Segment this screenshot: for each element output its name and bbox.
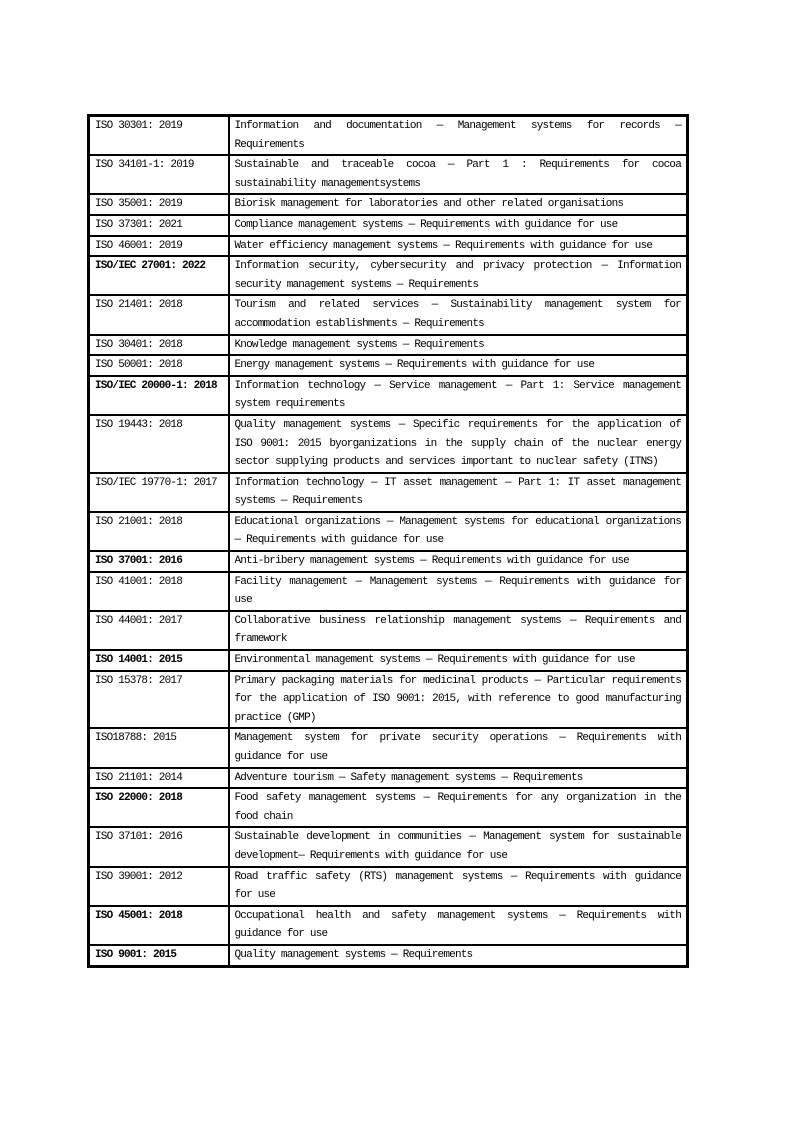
standard-code: ISO 37301: 2021 xyxy=(89,215,229,236)
standard-code: ISO 37101: 2016 xyxy=(89,827,229,866)
standard-description: Knowledge management systems — Requirements xyxy=(229,335,688,356)
standard-description: Quality management systems — Requirements xyxy=(229,945,688,966)
standard-code: ISO 21001: 2018 xyxy=(89,512,229,551)
table-row xyxy=(89,768,688,789)
standard-code: ISO 41001: 2018 xyxy=(89,572,229,611)
standard-code: ISO 30401: 2018 xyxy=(89,335,229,356)
table-row xyxy=(89,215,688,236)
standard-description: Information technology — IT asset management — Part 1: IT asset management systems — Requirements xyxy=(229,473,688,512)
table-row xyxy=(89,295,688,334)
standard-code: ISO 19443: 2018 xyxy=(89,415,229,473)
standard-description: Water efficiency management systems — Requirements with guidance for use xyxy=(229,236,688,257)
table-row xyxy=(89,155,688,194)
standard-description: Anti-bribery management systems — Requirements with guidance for use xyxy=(229,551,688,572)
table-row xyxy=(89,906,688,945)
standard-code: ISO 44001: 2017 xyxy=(89,611,229,650)
table-row xyxy=(89,236,688,257)
table-row xyxy=(89,728,688,767)
table-row xyxy=(89,572,688,611)
table-row xyxy=(89,256,688,295)
standard-code: ISO 45001: 2018 xyxy=(89,906,229,945)
standard-code: ISO 34101-1: 2019 xyxy=(89,155,229,194)
standard-code: ISO 14001: 2015 xyxy=(89,650,229,671)
table-row xyxy=(89,355,688,376)
standard-description: Sustainable and traceable cocoa — Part 1 : Requirements for cocoa sustainability managementsystems xyxy=(229,155,688,194)
standard-code: ISO 9001: 2015 xyxy=(89,945,229,966)
standard-code: ISO18788: 2015 xyxy=(89,728,229,767)
standard-description: Information security, cybersecurity and privacy protection — Information security management systems — Requirements xyxy=(229,256,688,295)
standard-description: Information technology — Service management — Part 1: Service management system requirements xyxy=(229,376,688,415)
standard-description: Biorisk management for laboratories and other related organisations xyxy=(229,194,688,215)
standard-code: ISO/IEC 19770-1: 2017 xyxy=(89,473,229,512)
table-row xyxy=(89,116,688,156)
standard-description: Educational organizations — Management systems for educational organizations — Requirements with guidance for use xyxy=(229,512,688,551)
table-row xyxy=(89,335,688,356)
standard-description: Food safety management systems — Requirements for any organization in the food chain xyxy=(229,788,688,827)
table-row xyxy=(89,376,688,415)
table-row xyxy=(89,650,688,671)
standard-description: Management system for private security operations — Requirements with guidance for use xyxy=(229,728,688,767)
standard-code: ISO/IEC 27001: 2022 xyxy=(89,256,229,295)
standard-description: Energy management systems — Requirements with guidance for use xyxy=(229,355,688,376)
table-row xyxy=(89,611,688,650)
standard-code: ISO 15378: 2017 xyxy=(89,671,229,729)
table-row xyxy=(89,512,688,551)
standard-description: Primary packaging materials for medicinal products — Particular requirements for the application of ISO 9001: 2015, with reference to good manufacturing practice (GMP) xyxy=(229,671,688,729)
standard-description: Road traffic safety (RTS) management systems — Requirements with guidance for use xyxy=(229,867,688,906)
standard-description: Information and documentation — Management systems for records — Requirements xyxy=(229,116,688,156)
standard-code: ISO 39001: 2012 xyxy=(89,867,229,906)
standard-code: ISO 46001: 2019 xyxy=(89,236,229,257)
standard-description: Sustainable development in communities — Management system for sustainable development— Requirements with guidance for use xyxy=(229,827,688,866)
table-row xyxy=(89,867,688,906)
standard-code: ISO 22000: 2018 xyxy=(89,788,229,827)
standard-code: ISO 37001: 2016 xyxy=(89,551,229,572)
standard-code: ISO 21101: 2014 xyxy=(89,768,229,789)
standard-description: Quality management systems — Specific requirements for the application of ISO 9001: 2015 byorganizations in the supply chain of the nuclear energy sector supplying products and services important to nuclear safety (ITNS) xyxy=(229,415,688,473)
table-row xyxy=(89,788,688,827)
iso-standards-table xyxy=(87,114,689,968)
standard-description: Tourism and related services — Sustainability management system for accommodation establishments — Requirements xyxy=(229,295,688,334)
standard-description: Adventure tourism — Safety management systems — Requirements xyxy=(229,768,688,789)
standard-description: Facility management — Management systems — Requirements with guidance for use xyxy=(229,572,688,611)
standard-code: ISO/IEC 20000-1: 2018 xyxy=(89,376,229,415)
standard-description: Collaborative business relationship management systems — Requirements and framework xyxy=(229,611,688,650)
table-row xyxy=(89,671,688,729)
table-row xyxy=(89,551,688,572)
table-row xyxy=(89,415,688,473)
standard-code: ISO 35001: 2019 xyxy=(89,194,229,215)
iso-standards-table-body xyxy=(89,116,688,967)
standard-code: ISO 21401: 2018 xyxy=(89,295,229,334)
standard-code: ISO 30301: 2019 xyxy=(89,116,229,156)
table-row xyxy=(89,194,688,215)
standard-description: Compliance management systems — Requirements with guidance for use xyxy=(229,215,688,236)
standard-description: Environmental management systems — Requirements with guidance for use xyxy=(229,650,688,671)
standard-description: Occupational health and safety management systems — Requirements with guidance for use xyxy=(229,906,688,945)
table-row xyxy=(89,945,688,966)
table-row xyxy=(89,827,688,866)
table-row xyxy=(89,473,688,512)
standard-code: ISO 50001: 2018 xyxy=(89,355,229,376)
